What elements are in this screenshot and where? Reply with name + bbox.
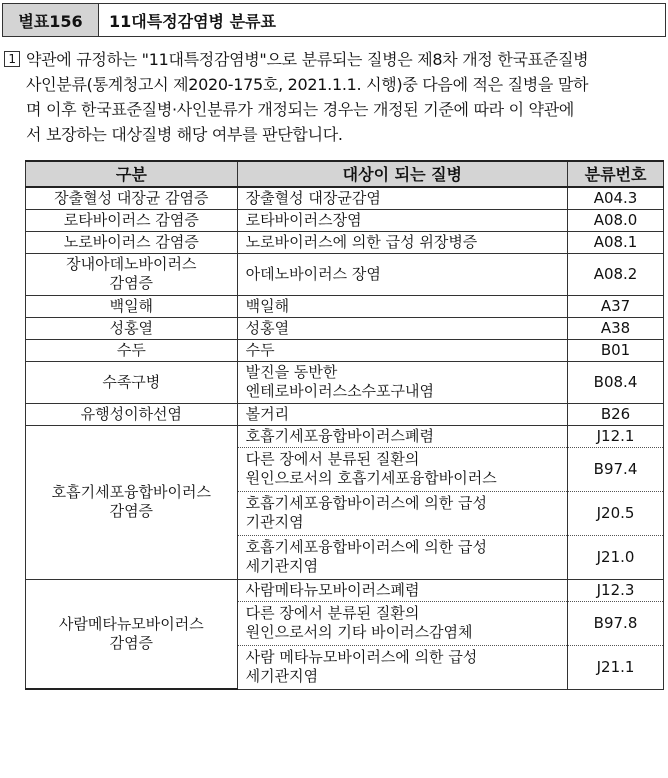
category-cell: 사람메타뉴모바이러스 감염증 [26,579,238,689]
category-cell: 장내아데노바이러스 감염증 [26,253,238,295]
code-cell: J21.0 [568,535,664,579]
code-cell: A08.2 [568,253,664,295]
disease-cell: 아데노바이러스 장염 [237,253,567,295]
disease-cell: 로타바이러스장염 [237,209,567,231]
category-cell: 성홍열 [26,317,238,339]
category-cell: 로타바이러스 감염증 [26,209,238,231]
code-cell: B26 [568,403,664,425]
disease-cell: 다른 장에서 분류된 질환의 원인으로서의 기타 바이러스감염체 [237,601,567,645]
disease-cell: 사람메타뉴모바이러스폐렴 [237,579,567,601]
table-row [26,187,664,209]
category-cell: 장출혈성 대장균 감염증 [26,187,238,209]
disease-cell: 수두 [237,339,567,361]
header-code: 분류번호 [568,161,664,187]
appendix-tag: 별표156 [3,4,99,36]
table-row [26,253,664,295]
category-cell: 유행성이하선염 [26,403,238,425]
disease-cell: 노로바이러스에 의한 급성 위장병증 [237,231,567,253]
category-cell: 노로바이러스 감염증 [26,231,238,253]
category-cell: 수족구병 [26,361,238,403]
table-row [26,403,664,425]
intro-line: 서 보장하는 대상질병 해당 여부를 판단합니다. [26,125,343,144]
code-cell: B08.4 [568,361,664,403]
code-cell: A04.3 [568,187,664,209]
intro-line: 며 이후 한국표준질병·사인분류가 개정되는 경우는 개정된 기준에 따라 이 약관에 [26,100,575,119]
code-cell: A37 [568,295,664,317]
code-cell: J12.3 [568,579,664,601]
intro-line: 사인분류(통계청고시 제2020-175호, 2021.1.1. 시행)중 다음에 적은 질병을 말하 [26,75,589,94]
disease-cell: 다른 장에서 분류된 질환의 원인으로서의 호흡기세포융합바이러스 [237,447,567,491]
disease-cell: 발진을 동반한 엔테로바이러스소수포구내염 [237,361,567,403]
code-cell: J20.5 [568,491,664,535]
disease-cell: 볼거리 [237,403,567,425]
table-row [26,425,664,447]
disease-cell: 장출혈성 대장균감염 [237,187,567,209]
clause-number: 1 [4,51,20,67]
table-row [26,295,664,317]
table-body [26,187,664,689]
category-cell: 호흡기세포융합바이러스 감염증 [26,425,238,579]
table-row [26,231,664,253]
header-disease: 대상이 되는 질병 [237,161,567,187]
header-category: 구분 [26,161,238,187]
intro-line: 약관에 규정하는 "11대특정감염병"으로 분류되는 질병은 제8차 개정 한국표준질병 [26,50,589,69]
code-cell: B97.4 [568,447,664,491]
intro-paragraph [4,47,664,147]
table-row [26,317,664,339]
table-row [26,209,664,231]
disease-cell: 사람 메타뉴모바이러스에 의한 급성 세기관지염 [237,645,567,689]
disease-classification-table [25,160,664,690]
table-row [26,339,664,361]
disease-cell: 호흡기세포융합바이러스에 의한 급성 기관지염 [237,491,567,535]
disease-cell: 백일해 [237,295,567,317]
code-cell: A08.1 [568,231,664,253]
disease-cell: 성홍열 [237,317,567,339]
code-cell: B01 [568,339,664,361]
table-header-row [26,161,664,187]
code-cell: J12.1 [568,425,664,447]
code-cell: J21.1 [568,645,664,689]
code-cell: B97.8 [568,601,664,645]
table-row [26,579,664,601]
table-row [26,361,664,403]
disease-cell: 호흡기세포융합바이러스에 의한 급성 세기관지염 [237,535,567,579]
appendix-title: 11대특정감염병 분류표 [109,11,276,31]
category-cell: 백일해 [26,295,238,317]
appendix-header [2,3,666,37]
code-cell: A08.0 [568,209,664,231]
category-cell: 수두 [26,339,238,361]
code-cell: A38 [568,317,664,339]
disease-cell: 호흡기세포융합바이러스폐렴 [237,425,567,447]
